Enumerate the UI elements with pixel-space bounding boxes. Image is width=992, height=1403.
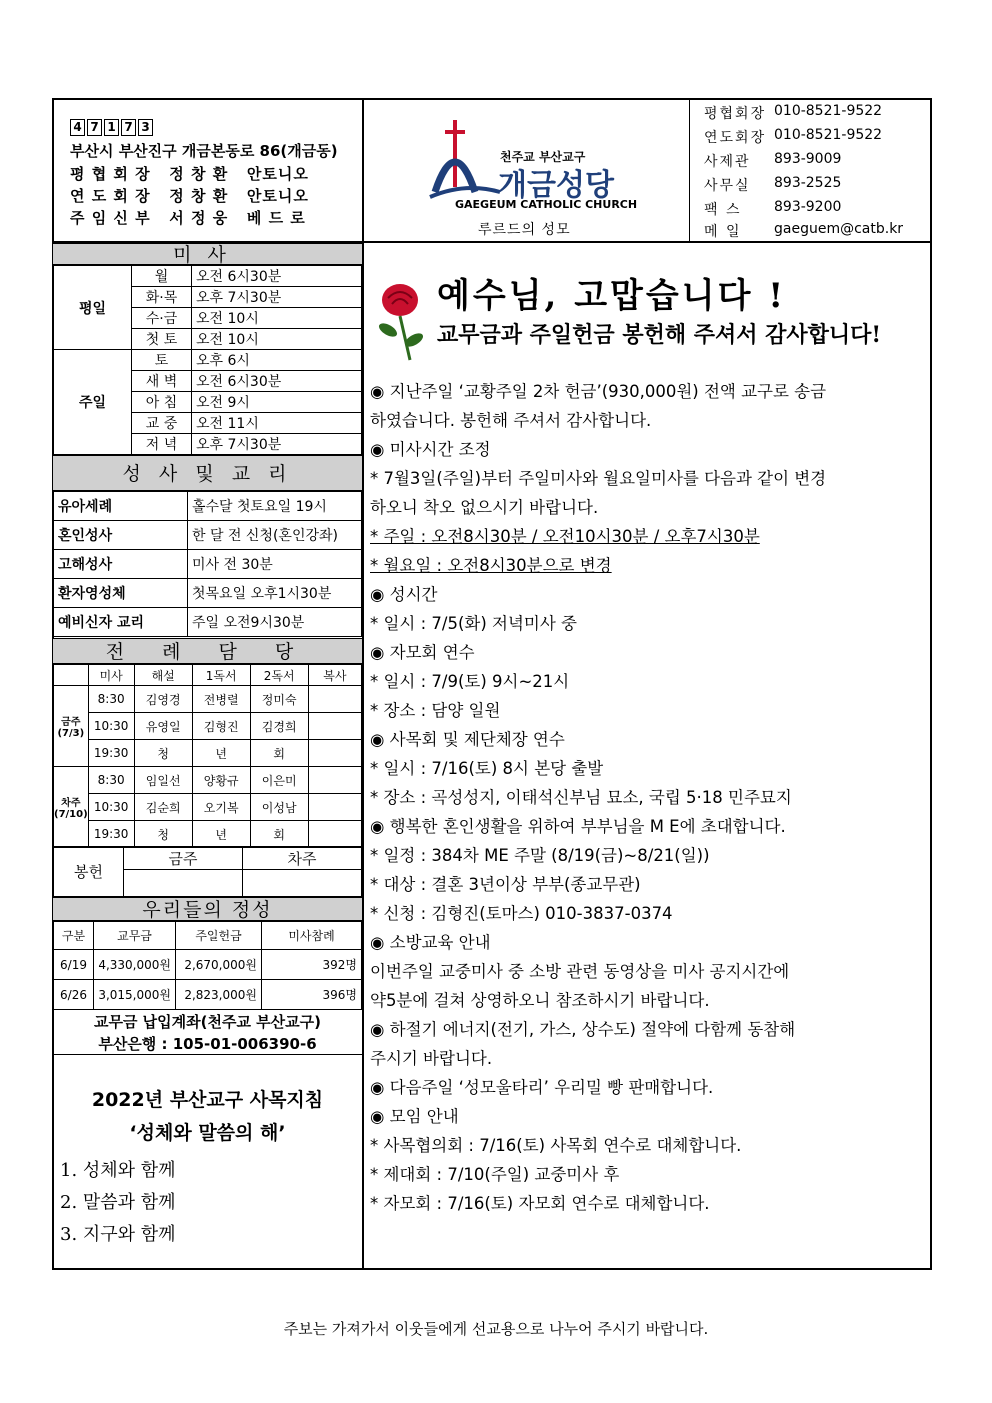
sunday-label: 주일 [54, 350, 132, 455]
news-line: 이번주일 교중미사 중 소방 관련 동영상을 미사 공지시간에 [370, 962, 790, 981]
news-line: 하였습니다. 봉헌해 주셔서 감사합니다. [370, 411, 652, 430]
church-name-english: GAEGEUM CATHOLIC CHURCH [455, 198, 638, 211]
news-line: ◉ 다음주일 ‘성모울타리’ 우리밀 빵 판매합니다. [370, 1078, 714, 1097]
news-line: * 월요일 : 오전8시30분으로 변경 [370, 556, 612, 575]
news-line: * 일시 : 7/9(토) 9시~21시 [370, 672, 570, 691]
zip-code [70, 119, 153, 136]
contributions-heading: 우리들의 정성 [53, 897, 362, 921]
news-line: * 사목협의회 : 7/16(토) 사목회 연수로 대체합니다. [370, 1136, 742, 1155]
sacraments-table: 유아세례 홀수달 첫토요일 19시 혼인성사 한 달 전 신청(혼인강좌) 고해성사 미사 전 30분 환자영성체 첫목요일 오후1시30분 예비신자 교리 주일 오전9시30분 [53, 491, 362, 637]
contact-row: 사제관 893-9009 [704, 151, 842, 170]
address: 부산시 부산진구 개금본동로 86(개금동) [70, 142, 338, 160]
news-line: ◉ 모임 안내 [370, 1107, 459, 1126]
news-line: ◉ 사목회 및 제단체장 연수 [370, 730, 565, 749]
staff-line: 연 도 회 장 정 창 환 안토니오 [70, 187, 309, 205]
diocese-name: 천주교 부산교구 [500, 150, 586, 164]
footer-note: 주보는 가져가서 이웃들에게 선교용으로 나누어 주시기 바랍니다. [283, 1320, 709, 1338]
news-line: * 일시 : 7/5(화) 저녁미사 중 [370, 614, 577, 633]
weekday-label: 평일 [54, 266, 132, 350]
news-line: 하오니 착오 없으시기 바랍니다. [370, 498, 599, 517]
news-line: * 장소 : 곡성성지, 이태석신부님 묘소, 국립 5·18 민주묘지 [370, 788, 792, 807]
news-line: * 장소 : 담양 일원 [370, 701, 501, 720]
divider [53, 1054, 362, 1055]
guideline-title: 2022년 부산교구 사목지침 [91, 1089, 324, 1111]
liturgy-table: 미사 해설 1독서 2독서 복사 금주 (7/3) 8:30 김영경 전병렬 정미숙 10:30 유영일 김형진 김경희 19:30 청 년 회 차주 (7/10) 8:30 임일선 양황규 이은미 10:30 김순희 오기복 이성남 19:30 청 년 회 [53, 664, 362, 848]
news-line: ◉ 성시간 [370, 585, 438, 604]
news-line: * 일정 : 384차 ME 주말 (8/19(금)~8/21(일)) [370, 846, 710, 865]
staff-line: 평 협 회 장 정 창 환 안토니오 [70, 165, 309, 183]
contact-row: 사무실 893-2525 [704, 175, 842, 194]
news-line: * 대상 : 결혼 3년이상 부부(종교무관) [370, 875, 641, 894]
zip-digit: 4 [70, 119, 85, 136]
news-line: ◉ 행복한 혼인생활을 위하여 부부님을 M E에 초대합니다. [370, 817, 786, 836]
mass-schedule-table: 평일 월 오전 6시30분 화·목 오후 7시30분 수·금 오전 10시 첫 토 오전 10시 주일 토 오후 6시 새 벽 오전 6시30분 아 침 오전 9시 교 중 오전 11시 저 녁 오후 7시30분 [53, 265, 362, 455]
contact-row: 메 일 gaeguem@catb.kr [704, 221, 904, 240]
zip-digit: 7 [121, 119, 136, 136]
contact-row: 연도회장 010-8521-9522 [704, 127, 883, 146]
guideline-item: 2. 말씀과 함께 [60, 1192, 176, 1213]
news-line: ◉ 소방교육 안내 [370, 933, 491, 952]
contact-box [689, 99, 931, 241]
patron-name: 루르드의 성모 [478, 222, 571, 238]
account-title: 교무금 납입계좌(천주교 부산교구) [93, 1013, 322, 1031]
news-line: 주시기 바랍니다. [370, 1049, 493, 1068]
contributions-table: 구분 교무금 주일헌금 미사참례 6/19 4,330,000원 2,670,000원 392명 6/26 3,015,000원 2,823,000원 396명 [53, 921, 362, 1010]
news-line: 약5분에 걸쳐 상영하오니 참조하시기 바랍니다. [370, 991, 710, 1010]
next-week-label: 차주 (7/10) [54, 767, 89, 848]
news-line: ◉ 하절기 에너지(전기, 가스, 상수도) 절약에 다함께 동참해 [370, 1020, 796, 1039]
staff-line: 주 임 신 부 서 정 웅 베 드 로 [70, 209, 306, 227]
news-line: ◉ 자모회 연수 [370, 643, 475, 662]
zip-digit: 3 [138, 119, 153, 136]
news-line: * 주일 : 오전8시30분 / 오전10시30분 / 오후7시30분 [370, 527, 760, 546]
church-name: 개금성당 [498, 168, 614, 203]
news-line: * 일시 : 7/16(토) 8시 본당 출발 [370, 759, 604, 778]
banner-subtitle: 교무금과 주일헌금 봉헌해 주셔서 감사합니다! [437, 322, 882, 348]
account-number: 부산은행 : 105-01-006390-6 [98, 1035, 317, 1053]
offering-table: 봉헌 금주 차주 [53, 846, 362, 897]
news-line: * 제대회 : 7/10(주일) 교중미사 후 [370, 1165, 620, 1184]
news-line: * 신청 : 김형진(토마스) 010-3837-0374 [370, 904, 673, 923]
column-divider [362, 98, 364, 1270]
guideline-item: 3. 지구와 함께 [60, 1224, 176, 1245]
rose-icon [370, 278, 430, 364]
banner-title: 예수님, 고맙습니다 ! [437, 276, 787, 316]
zip-digit: 1 [104, 119, 119, 136]
mass-heading: 미사 [53, 243, 362, 265]
liturgy-heading: 전 례 담 당 [53, 638, 362, 664]
news-line: ◉ 미사시간 조정 [370, 440, 491, 459]
zip-digit: 7 [87, 119, 102, 136]
guideline-subtitle: ‘성체와 말씀의 해’ [129, 1122, 286, 1144]
guideline-item: 1. 성체와 함께 [60, 1160, 176, 1181]
news-line: * 7월3일(주일)부터 주일미사와 월요일미사를 다음과 같이 변경 [370, 469, 827, 488]
this-week-label: 금주 (7/3) [54, 686, 89, 767]
contact-row: 팩 스 893-9200 [704, 199, 842, 218]
sacraments-heading: 성 사 및 교 리 [53, 455, 362, 491]
news-line: ◉ 지난주일 ‘교황주일 2차 헌금’(930,000원) 전액 교구로 송금 [370, 382, 827, 401]
contact-row: 평협회장 010-8521-9522 [704, 103, 883, 122]
news-line: * 자모회 : 7/16(토) 자모회 연수로 대체합니다. [370, 1194, 710, 1213]
